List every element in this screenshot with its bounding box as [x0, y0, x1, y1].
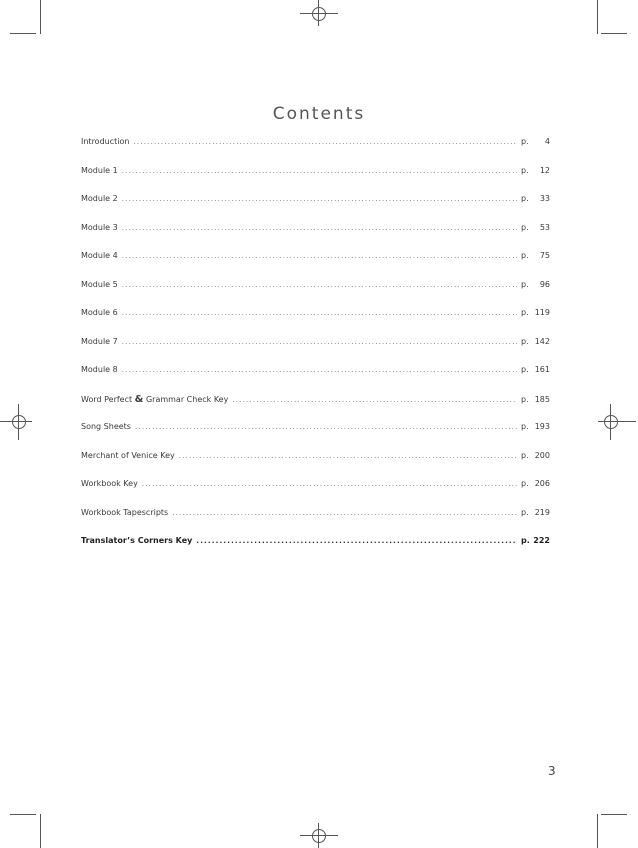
toc-title-part: Word Perfect	[81, 394, 135, 404]
toc-page-number: 222	[533, 536, 550, 545]
page-prefix: p.	[521, 394, 529, 404]
toc-entry-introduction[interactable]	[81, 137, 550, 166]
page-prefix: p.	[521, 536, 530, 545]
toc-entry-module-3[interactable]	[81, 223, 550, 252]
dot-leader	[172, 509, 517, 517]
page-prefix: p.	[521, 251, 529, 260]
toc-page-number: 193	[534, 422, 550, 431]
toc-entry-title: Module 8	[81, 365, 118, 374]
toc-entry-title: Module 7	[81, 336, 118, 346]
dot-leader	[122, 167, 517, 175]
toc-entry-module-2[interactable]	[81, 194, 550, 223]
page-number: 3	[548, 764, 556, 778]
page-prefix: p.	[521, 336, 529, 346]
toc-page-number: 206	[534, 479, 550, 488]
dot-leader	[142, 480, 517, 488]
crop-mark	[601, 814, 627, 815]
toc-entry-title: Merchant of Venice Key	[81, 450, 175, 460]
toc-page-number: 33	[539, 194, 550, 203]
toc-page-number: 96	[539, 279, 550, 289]
toc-page-number: 200	[534, 450, 550, 460]
toc-entry-title: Module 6	[81, 308, 118, 317]
toc-entry-song-sheets[interactable]	[81, 422, 550, 451]
page-prefix: p.	[521, 165, 529, 175]
dot-leader	[122, 252, 517, 260]
toc-entry-title: Introduction	[81, 137, 130, 146]
toc-page-number: 161	[534, 365, 550, 374]
crop-mark	[10, 814, 36, 815]
dot-leader	[179, 452, 517, 460]
toc-entry-translators-corners-key[interactable]	[81, 536, 550, 565]
toc-entry-word-perfect-grammar-check-key[interactable]	[81, 394, 550, 423]
dot-leader	[122, 195, 517, 203]
toc-entry-module-8[interactable]	[81, 365, 550, 394]
page-prefix: p.	[521, 422, 529, 431]
toc-page-number: 4	[544, 137, 550, 146]
page-prefix: p.	[521, 479, 529, 488]
crop-mark	[601, 33, 627, 34]
page-prefix: p.	[521, 279, 529, 289]
ampersand: &	[134, 393, 144, 405]
dot-leader	[122, 338, 517, 346]
toc-entry-module-4[interactable]	[81, 251, 550, 280]
dot-leader	[133, 138, 517, 146]
crop-mark	[40, 814, 41, 848]
toc-page-number: 142	[534, 336, 550, 346]
toc-entry-title: Module 4	[81, 251, 118, 260]
toc-entry-module-6[interactable]	[81, 308, 550, 337]
toc-entry-module-1[interactable]	[81, 166, 550, 195]
toc-entry-title: Module 3	[81, 222, 118, 232]
dot-leader	[122, 366, 517, 374]
toc-entry-title: Workbook Tapescripts	[81, 507, 169, 517]
dot-leader	[232, 396, 517, 404]
page-prefix: p.	[521, 137, 529, 146]
toc-entry-title: Module 1	[81, 165, 118, 175]
toc-entry-title: Workbook Key	[81, 479, 138, 488]
crop-mark	[597, 0, 598, 34]
toc-page-number: 185	[534, 394, 550, 404]
dot-leader	[122, 281, 517, 289]
page-prefix: p.	[521, 507, 529, 517]
page-prefix: p.	[521, 222, 529, 232]
toc-entry-title: Song Sheets	[81, 422, 131, 431]
toc-page-number: 219	[534, 507, 550, 517]
page-prefix: p.	[521, 365, 529, 374]
page-prefix: p.	[521, 450, 529, 460]
toc-entry-merchant-of-venice-key[interactable]	[81, 451, 550, 480]
dot-leader	[135, 423, 517, 431]
dot-leader	[196, 537, 517, 545]
toc-entry-module-5[interactable]	[81, 280, 550, 309]
crop-mark	[597, 814, 598, 848]
toc-entry-title: Module 2	[81, 194, 118, 203]
crop-mark	[40, 0, 41, 34]
page-prefix: p.	[521, 308, 529, 317]
toc-page-number: 119	[534, 308, 550, 317]
toc-page-number: 12	[539, 165, 550, 175]
toc-page-number: 75	[539, 251, 550, 260]
toc-entry-workbook-tapescripts[interactable]	[81, 508, 550, 537]
toc-title-part: Grammar Check Key	[143, 394, 229, 404]
page-title: Contents	[272, 104, 366, 124]
table-of-contents	[81, 137, 550, 565]
toc-entry-title: Module 5	[81, 279, 118, 289]
dot-leader	[122, 309, 517, 317]
toc-entry-title	[81, 394, 228, 405]
toc-entry-workbook-key[interactable]	[81, 479, 550, 508]
crop-mark	[10, 33, 36, 34]
toc-entry-title: Translator’s Corners Key	[81, 536, 193, 545]
page-prefix: p.	[521, 194, 529, 203]
dot-leader	[122, 224, 517, 232]
toc-entry-module-7[interactable]	[81, 337, 550, 366]
toc-page-number: 53	[539, 222, 550, 232]
